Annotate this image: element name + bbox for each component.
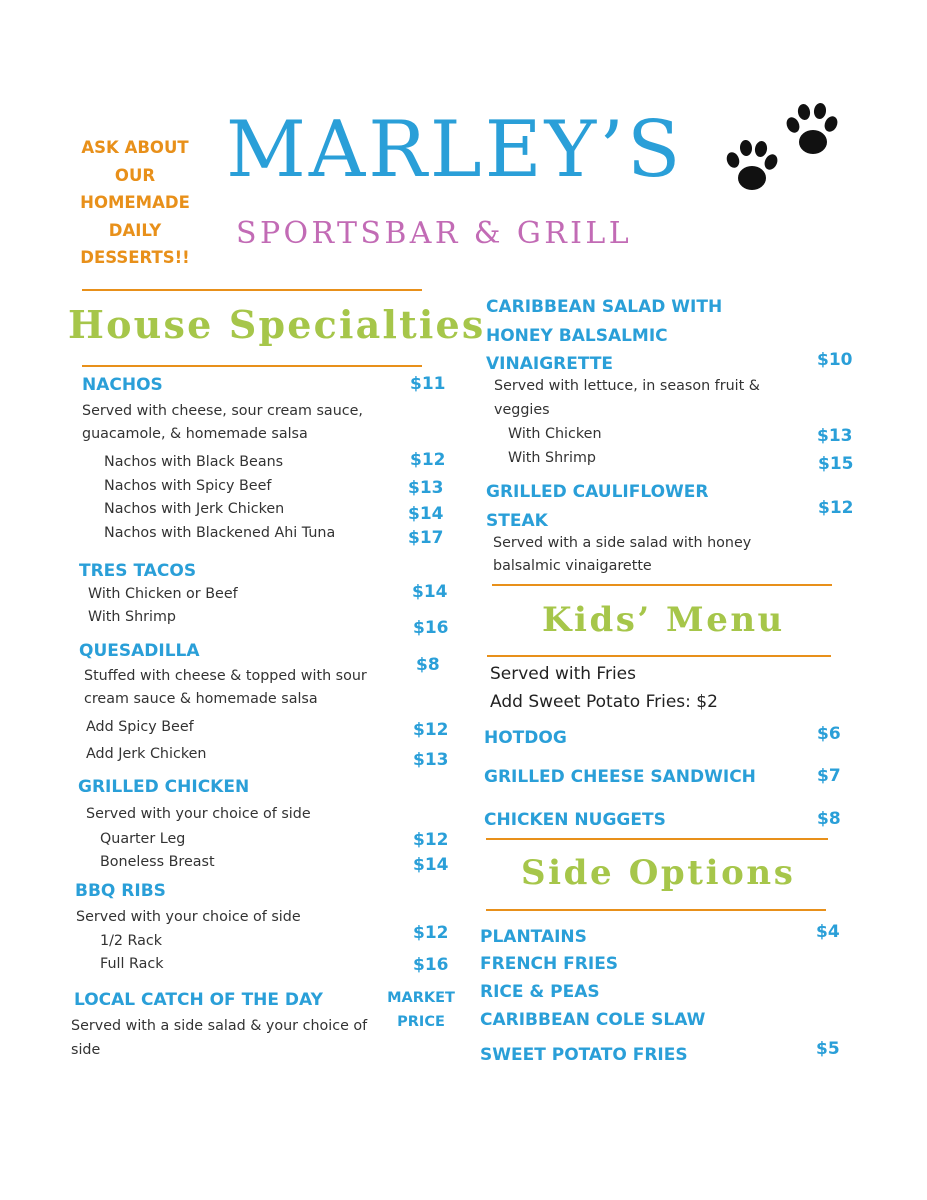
option-price: $12	[413, 923, 449, 943]
option-label: Nachos with Jerk Chicken	[104, 501, 285, 517]
item-price-chicken-nuggets: $8	[817, 809, 841, 829]
option-label: Nachos with Black Beans	[104, 454, 284, 470]
option-label: Full Rack	[100, 956, 164, 972]
item-price-plantains: $4	[816, 922, 840, 942]
kids-note: Add Sweet Potato Fries: $2	[490, 692, 718, 712]
item-name-grilled-cheese: GRILLED CHEESE SANDWICH	[484, 767, 756, 787]
item-desc-grilled-chicken: Served with your choice of side	[86, 806, 311, 822]
item-desc-local-catch: Served with a side salad & your choice of side	[71, 1018, 368, 1058]
item-name-sweet-potato-fries: SWEET POTATO FRIES	[480, 1045, 688, 1065]
item-name-hotdog: HOTDOG	[484, 728, 567, 748]
item-desc-bbq-ribs: Served with your choice of side	[76, 909, 301, 925]
option-price: $15	[818, 454, 854, 474]
promo-line: DESSERTS!!	[80, 248, 190, 267]
promo-line: ASK ABOUT	[81, 138, 189, 157]
item-name-quesadilla: QUESADILLA	[79, 641, 200, 661]
option-label: With Chicken	[508, 426, 602, 442]
option-label: Nachos with Spicy Beef	[104, 478, 272, 494]
item-price-local-catch	[386, 986, 456, 1034]
brand-name: MARLEY’S	[226, 105, 684, 195]
option-price: $13	[413, 750, 449, 770]
item-name-line: GRILLED CAULIFLOWER	[486, 482, 709, 502]
dessert-promo	[72, 134, 198, 272]
item-price-hotdog: $6	[817, 724, 841, 744]
option-price: $13	[817, 426, 853, 446]
divider	[486, 909, 826, 911]
item-desc-caribbean-salad: Served with lettuce, in season fruit & veggies	[494, 378, 760, 418]
item-name-line: HONEY BALSALMIC	[486, 325, 668, 346]
section-title-kids: Kids’ Menu	[542, 600, 785, 640]
item-price-caribbean-salad: $10	[817, 350, 853, 370]
option-label: With Chicken or Beef	[88, 586, 238, 602]
paw-icon	[725, 140, 780, 190]
item-name-rice-peas: RICE & PEAS	[480, 982, 600, 1002]
option-price: $14	[412, 582, 448, 602]
option-price: $13	[408, 478, 444, 498]
item-name-line: STEAK	[486, 511, 548, 531]
item-name-cole-slaw: CARIBBEAN COLE SLAW	[480, 1010, 706, 1030]
option-label: Add Jerk Chicken	[86, 746, 207, 762]
divider	[486, 838, 828, 840]
option-price: $12	[413, 720, 449, 740]
item-name-plantains: PLANTAINS	[480, 927, 587, 947]
option-label: With Shrimp	[88, 609, 176, 625]
item-name-caribbean-salad	[486, 293, 722, 379]
item-name-tacos: TRES TACOS	[79, 561, 197, 581]
option-label: Add Spicy Beef	[86, 719, 194, 735]
item-name-nachos: NACHOS	[82, 375, 163, 395]
option-label: With Shrimp	[508, 450, 596, 466]
item-price-quesadilla: $8	[416, 655, 440, 675]
item-price-grilled-cheese: $7	[817, 766, 841, 786]
paw-prints-icon	[720, 98, 844, 202]
promo-line: HOMEMADE	[80, 193, 190, 212]
item-desc-cauliflower-steak: Served with a side salad with honey balsalmic vinaigarette	[493, 535, 752, 574]
option-price: $16	[413, 618, 449, 638]
item-name-bbq-ribs: BBQ RIBS	[75, 881, 166, 901]
item-name-local-catch: LOCAL CATCH OF THE DAY	[74, 990, 323, 1010]
section-title-sides: Side Options	[521, 853, 796, 893]
item-name-line: VINAIGRETTE	[486, 354, 614, 374]
option-label: Quarter Leg	[100, 831, 186, 847]
option-price: $14	[413, 855, 449, 875]
promo-line: DAILY	[108, 220, 162, 240]
item-price-sweet-potato-fries: $5	[816, 1039, 840, 1059]
item-name-line: CARIBBEAN SALAD WITH	[486, 297, 723, 317]
item-name-chicken-nuggets: CHICKEN NUGGETS	[484, 810, 666, 830]
item-price-nachos: $11	[410, 374, 446, 394]
item-desc-nachos: Served with cheese, sour cream sauce, guacamole, & homemade salsa	[82, 403, 363, 442]
option-price: $17	[408, 528, 444, 548]
option-label: Boneless Breast	[100, 854, 215, 870]
section-title-house: House Specialties	[68, 302, 486, 347]
option-label: Nachos with Blackened Ahi Tuna	[104, 525, 336, 541]
option-label: 1/2 Rack	[100, 933, 163, 949]
option-price: $12	[410, 450, 446, 470]
market-price-line: PRICE	[397, 1014, 445, 1030]
paw-icon	[784, 102, 840, 154]
promo-line: OUR	[114, 165, 156, 185]
kids-note: Served with Fries	[490, 664, 636, 684]
option-price: $14	[408, 504, 444, 524]
option-price: $16	[413, 955, 449, 975]
item-name-french-fries: FRENCH FRIES	[480, 954, 619, 974]
item-name-grilled-chicken: GRILLED CHICKEN	[78, 777, 250, 797]
divider	[82, 289, 422, 291]
brand-tagline: SPORTSBAR & GRILL	[236, 216, 633, 251]
market-price-line: MARKET	[387, 990, 455, 1006]
divider	[82, 365, 422, 367]
divider	[492, 584, 832, 586]
divider	[487, 655, 831, 657]
item-name-cauliflower-steak	[486, 478, 709, 536]
item-desc-quesadilla: Stuffed with cheese & topped with sour cream sauce & homemade salsa	[84, 668, 367, 707]
option-price: $12	[413, 830, 449, 850]
item-price-cauliflower-steak: $12	[818, 498, 854, 518]
